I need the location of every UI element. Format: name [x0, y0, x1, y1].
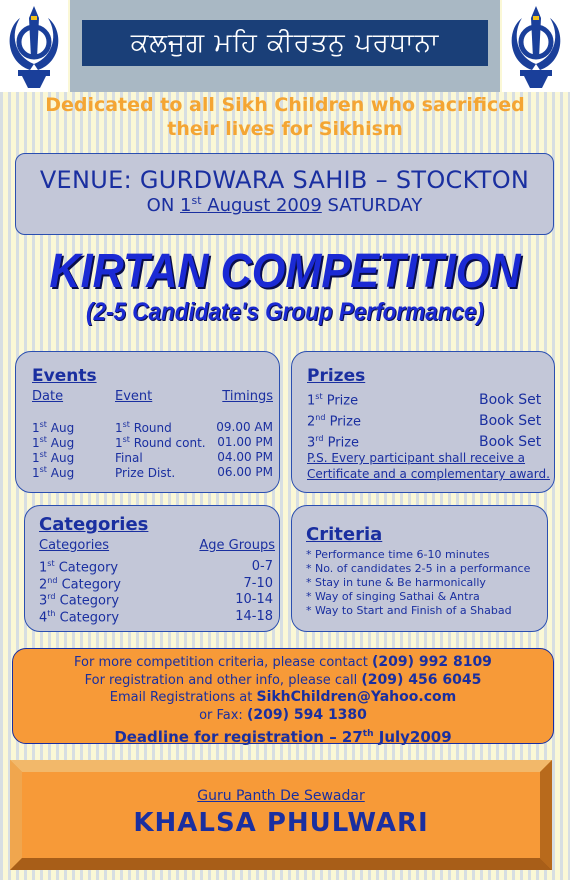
categories-heading: Categories [39, 514, 149, 535]
criteria-box [291, 505, 548, 632]
venue-line: VENUE: GURDWARA SAHIB – STOCKTON [39, 166, 530, 194]
events-date-num: 1 [32, 466, 40, 480]
competition-subtitle: (2-5 Candidate's Group Performance) [86, 298, 484, 326]
events-date-num: 1 [32, 421, 40, 435]
category-row-age: 0-7 [251, 559, 273, 574]
prize-row-value: Book Set [479, 392, 542, 408]
contact-text-3: Email Registrations at [109, 690, 257, 705]
events-row-time: 06.00 PM [217, 465, 273, 479]
category-row-label [39, 559, 118, 575]
footer-panel [22, 772, 540, 858]
contact-line-4 [13, 707, 553, 725]
events-date-rest: Aug [46, 451, 75, 465]
prize-label: Prize [322, 393, 359, 409]
prize-row-value: Book Set [479, 413, 542, 429]
events-row-date [32, 420, 74, 435]
events-date-sup: st [39, 435, 47, 444]
footer-frame [10, 760, 552, 870]
prize-num: 2 [307, 414, 316, 430]
prize-num: 3 [307, 435, 316, 451]
events-event-name: Round cont. [129, 436, 206, 450]
events-row-date [32, 450, 74, 465]
contact-box [12, 648, 554, 744]
dedication-line-1: Dedicated to all Sikh Children who sacrificed [45, 94, 525, 116]
categories-box [24, 505, 280, 632]
events-row-date [32, 435, 74, 450]
banner-title: ਕਲਜੁਗ ਮਹਿ ਕੀਰਤਨੁ ਪਰਧਾਨਾ [82, 20, 488, 66]
category-sup: nd [47, 575, 58, 585]
prizes-note-1: P.S. Every participant shall receive a [307, 451, 526, 465]
category-label: Category [54, 560, 119, 576]
events-header-date: Date [32, 389, 64, 404]
events-event-sup: st [122, 420, 130, 429]
events-row-date [32, 465, 74, 480]
contact-text-2: For registration and other info, please call [84, 672, 362, 688]
category-num: 2 [39, 576, 48, 592]
contact-text-1: For more competition criteria, please contact [74, 655, 372, 670]
events-event-name: Final [115, 451, 143, 465]
events-row-event [115, 420, 172, 435]
venue-date-day: 1 [180, 195, 192, 216]
deadline-part-a: Deadline for registration – 27 [114, 728, 363, 746]
prize-row-label [307, 413, 361, 429]
events-event-name: Prize Dist. [115, 466, 176, 480]
category-row-label [39, 592, 119, 608]
events-event-name: Round [129, 421, 172, 435]
prize-label: Prize [325, 414, 361, 430]
criteria-item: * Stay in tune & Be harmonically [306, 576, 486, 589]
prize-row-label [307, 392, 358, 408]
category-label: Category [57, 576, 121, 592]
deadline-sup: th [362, 729, 374, 739]
events-row-time: 04.00 PM [217, 450, 273, 464]
category-row-label [39, 609, 119, 625]
contact-email[interactable]: SikhChildren@Yahoo.com [256, 689, 457, 705]
dedication-line-2: their lives for Sikhism [167, 118, 403, 140]
category-label: Category [55, 593, 120, 609]
prize-row-label [307, 434, 359, 450]
events-date-sup: st [39, 465, 47, 474]
events-row-time: 01.00 PM [217, 435, 273, 449]
category-sup: rd [47, 592, 56, 601]
events-row-event [115, 435, 206, 450]
prizes-note-2: Certificate and a complementary award. [307, 467, 550, 481]
events-date-sup: st [39, 450, 47, 459]
category-num: 1 [39, 560, 48, 576]
events-date-rest: Aug [46, 466, 75, 480]
events-row-event [115, 450, 143, 465]
events-event-num: 1 [115, 436, 123, 450]
events-event-sup: st [122, 435, 130, 444]
category-sup: st [47, 559, 55, 568]
events-event-num: 1 [115, 421, 123, 435]
category-sup: th [47, 608, 56, 618]
events-header-event: Event [115, 389, 153, 404]
footer-line-2: KHALSA PHULWARI [133, 808, 429, 838]
deadline-part-b: July2009 [373, 728, 452, 746]
criteria-item: * Way of singing Sathai & Antra [306, 590, 480, 603]
events-date-num: 1 [32, 451, 40, 465]
venue-day: SATURDAY [327, 195, 423, 216]
categories-header-age: Age Groups [199, 538, 275, 553]
khanda-icon-right [502, 0, 570, 92]
contact-phone-2: (209) 456 6045 [361, 671, 482, 688]
events-header-timings: Timings [222, 389, 273, 404]
categories-header-categories: Categories [39, 538, 110, 553]
header-banner [70, 0, 500, 92]
events-date-num: 1 [32, 436, 40, 450]
venue-box [15, 153, 554, 235]
prizes-heading: Prizes [307, 366, 366, 386]
venue-date-month: August 2009 [207, 195, 322, 216]
contact-phone-1: (209) 992 8109 [371, 654, 492, 670]
prize-row-value: Book Set [479, 434, 542, 450]
khanda-icon-left [0, 0, 68, 92]
contact-line-3 [13, 689, 553, 707]
footer-line-1: Guru Panth De Sewadar [197, 788, 365, 804]
category-row-age: 7-10 [243, 575, 273, 591]
criteria-item: * Performance time 6-10 minutes [306, 548, 490, 561]
prize-label: Prize [323, 435, 360, 451]
prize-sup: nd [315, 413, 326, 422]
prizes-box [291, 351, 555, 493]
prize-sup: st [315, 392, 323, 401]
contact-line-2 [13, 672, 553, 690]
events-heading: Events [32, 366, 97, 386]
category-row-label [39, 576, 121, 592]
events-box [15, 351, 280, 493]
contact-text-4: or Fax: [199, 707, 247, 723]
dedication-text [0, 93, 570, 141]
category-row-age: 10-14 [235, 592, 273, 607]
venue-date [16, 194, 553, 216]
criteria-item: * No. of candidates 2-5 in a performance [306, 562, 531, 575]
venue-on: ON [146, 195, 175, 216]
criteria-item: * Way to Start and Finish of a Shabad [306, 604, 512, 617]
events-row-event [115, 465, 175, 480]
venue-date-underlined [180, 195, 322, 216]
venue-date-sup: st [191, 194, 202, 207]
criteria-heading: Criteria [306, 524, 383, 545]
contact-fax: (209) 594 1380 [246, 706, 367, 723]
events-date-rest: Aug [46, 436, 75, 450]
events-date-rest: Aug [46, 421, 75, 435]
events-row-time: 09.00 AM [216, 420, 273, 434]
contact-line-1 [13, 654, 553, 672]
competition-title: KIRTAN COMPETITION [49, 245, 521, 298]
prize-sup: rd [315, 434, 324, 443]
events-date-sup: st [39, 420, 47, 429]
deadline-text [13, 726, 553, 746]
category-num: 4 [39, 609, 48, 625]
category-num: 3 [39, 593, 48, 609]
prize-num: 1 [307, 393, 316, 409]
category-label: Category [55, 609, 120, 625]
category-row-age: 14-18 [235, 608, 273, 624]
